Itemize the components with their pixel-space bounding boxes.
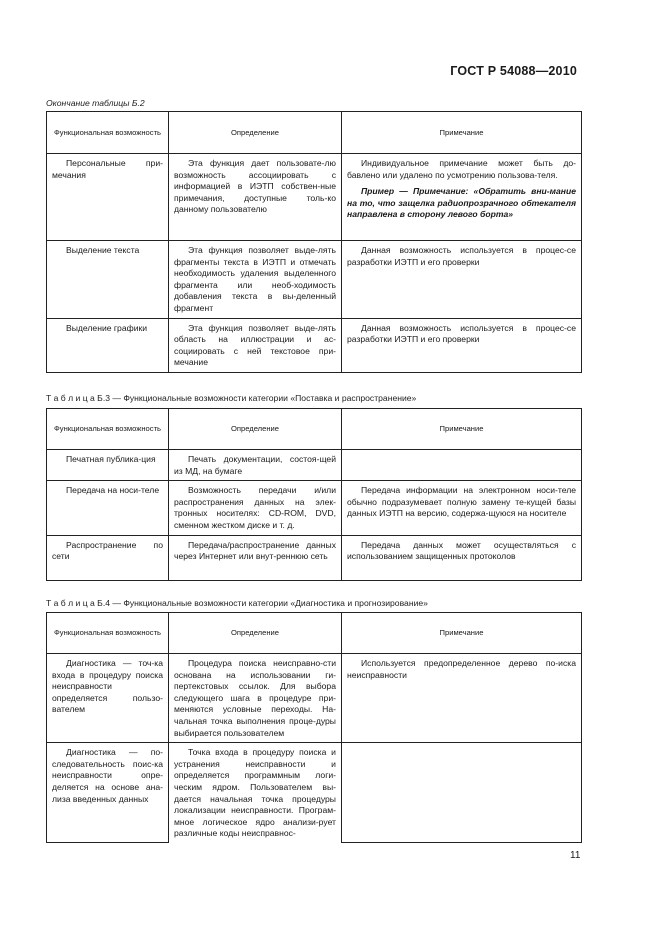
definition-cell: Точка входа в процедуру поиска и устранения неисправности и определяется программным логи-ческим ядром. Пользователем вы-дается начальная точка процедуры локализации неисправности. Програм-мное логическое ядро анализи-рует различные коды неисправнос- <box>169 743 342 843</box>
column-header-note: Примечание <box>342 409 582 450</box>
feature-cell: Диагностика — точ-ка входа в процедуру поиска неисправности определяется пользо-вателем <box>47 654 169 743</box>
column-header-note: Примечание <box>342 112 582 154</box>
definition-cell: Печать документации, состоя-щей из МД, на бумаге <box>169 450 342 481</box>
table-b4-header-row <box>47 613 582 654</box>
feature-cell: Передача на носи-теле <box>47 481 169 535</box>
table-row <box>47 481 582 535</box>
definition-cell: Передача/распространение данных через Интернет или внут-реннюю сеть <box>169 535 342 580</box>
note-cell: Данная возможность используется в процес-се разработки ИЭТП и его проверки <box>342 241 582 319</box>
definition-cell: Возможность передачи и/или распространения данных на элек-тронных носителях: CD-ROM, DVD, сменном жестком диске и т. д. <box>169 481 342 535</box>
note-example: Пример — Примечание: «Обратить вни-мание на то, что защелка радиопрозрачного обтекателя направлена в сторону левого борта» <box>347 186 576 220</box>
feature-cell: Выделение текста <box>47 241 169 319</box>
table-row <box>47 241 582 319</box>
table-row <box>47 535 582 580</box>
note-cell: Передача данных может осуществляться с использованием защищенных протоколов <box>342 535 582 580</box>
feature-cell: Выделение графики <box>47 318 169 372</box>
definition-cell: Эта функция позволяет выде-лять фрагменты текста в ИЭТП и отмечать необходимость удаления выделенного фрагмента или необ-ходимость добавления текста в вы-деленный фрагмент <box>169 241 342 319</box>
standard-header: ГОСТ Р 54088—2010 <box>450 64 577 78</box>
table-row <box>47 654 582 743</box>
definition-cell: Процедура поиска неисправно-сти основана на использовании ги-пертекстовых ссылок. Для выбора следующего шага в процедуре при-меняются условные переходы. На-чальная точка выполнения проце-дуры выбирается пользователем <box>169 654 342 743</box>
definition-cell: Эта функция дает пользовате-лю возможность ассоциировать с информацией в ИЭТП собствен-ные примечания, доступные толь-ко данному пользователю <box>169 154 342 241</box>
page-number: 11 <box>570 850 581 861</box>
definition-cell: Эта функция позволяет выде-лять область на иллюстрации и ас-социировать с ней текстовое при-мечание <box>169 318 342 372</box>
note-cell: Данная возможность используется в процес-се разработки ИЭТП и его проверки <box>342 318 582 372</box>
feature-cell: Диагностика — по-следовательность поис-ка неисправности опре-деляется на основе ана-лиза введенных данных <box>47 743 169 843</box>
column-header-feature: Функциональная возможность <box>47 409 169 450</box>
table-b3-header-row <box>47 409 582 450</box>
table-row <box>47 450 582 481</box>
feature-cell: Распространение по сети <box>47 535 169 580</box>
note-cell <box>342 154 582 241</box>
table-b2 <box>46 111 582 373</box>
feature-cell: Персональные при-мечания <box>47 154 169 241</box>
column-header-feature: Функциональная возможность <box>47 613 169 654</box>
column-header-note: Примечание <box>342 613 582 654</box>
table-b3-caption: Т а б л и ц а Б.3 — Функциональные возможности категории «Поставка и распространение» <box>46 393 417 403</box>
table-b4 <box>46 612 582 843</box>
column-header-feature: Функциональная возможность <box>47 112 169 154</box>
column-header-definition: Определение <box>169 409 342 450</box>
note-text: Индивидуальное примечание может быть до-бавлено или удалено по усмотрению пользова-теля. <box>347 158 576 180</box>
column-header-definition: Определение <box>169 613 342 654</box>
feature-cell: Печатная публика-ция <box>47 450 169 481</box>
table-b2-caption: Окончание таблицы Б.2 <box>46 98 145 108</box>
note-cell <box>342 450 582 481</box>
column-header-definition: Определение <box>169 112 342 154</box>
note-cell <box>342 743 582 843</box>
table-row <box>47 154 582 241</box>
table-b4-caption: Т а б л и ц а Б.4 — Функциональные возможности категории «Диагностика и прогнозирование» <box>46 598 428 608</box>
table-row <box>47 318 582 372</box>
note-cell: Используется предопределенное дерево по-иска неисправности <box>342 654 582 743</box>
table-b2-header-row <box>47 112 582 154</box>
note-cell: Передача информации на электронном носи-теле обычно подразумевает полную замену те-кущей базы данных ИЭТП на версию, содержа-щуюся на носителе <box>342 481 582 535</box>
table-row <box>47 743 582 843</box>
table-b3 <box>46 408 582 581</box>
